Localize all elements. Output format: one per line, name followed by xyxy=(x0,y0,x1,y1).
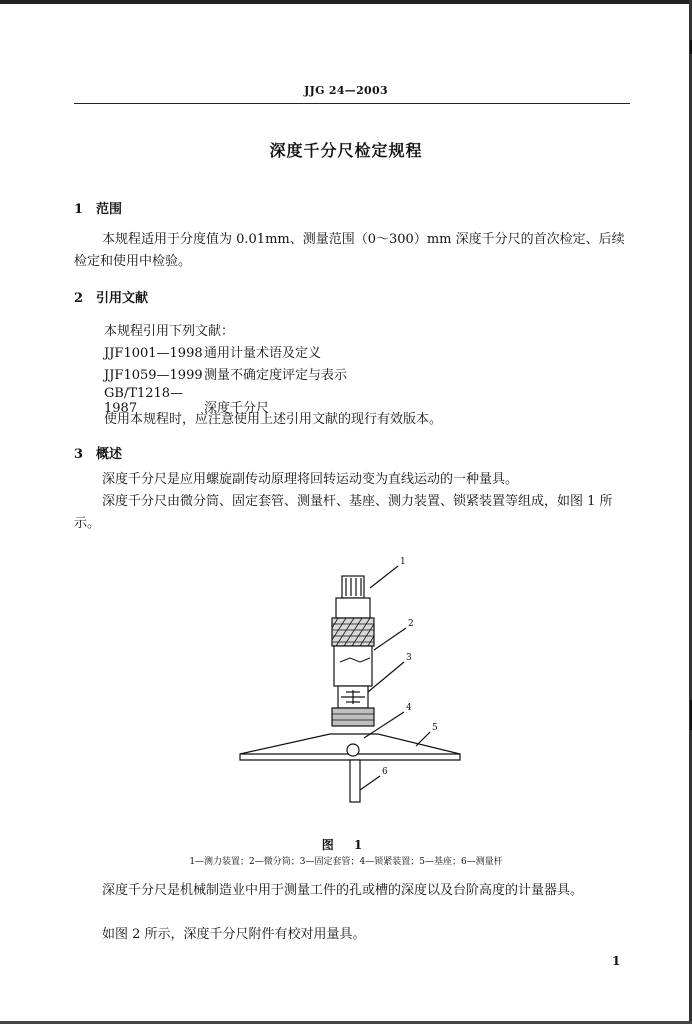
references-intro: 本规程引用下列文献： xyxy=(104,324,235,339)
reference-code: JJF1059—1999 xyxy=(104,368,203,383)
callout-label: 5 xyxy=(432,723,438,733)
figure-legend: 1—测力装置；2—微分筒；3—固定套管；4—锁紧装置；5—基座；6—测量杆 xyxy=(189,857,503,867)
section-3-paragraph-4: 如图 2 所示，深度千分尺附件有校对用量具。 xyxy=(102,927,366,942)
depth-micrometer-figure xyxy=(220,550,480,810)
callout-label: 6 xyxy=(382,767,388,777)
measuring-rod xyxy=(350,760,360,802)
figure-caption: 图 1 xyxy=(321,838,371,852)
reference-title: 测量不确定度评定与表示 xyxy=(204,368,348,383)
reference-code: JJF1001—1998 xyxy=(104,346,203,361)
references-note: 使用本规程时，应注意使用上述引用文献的现行有效版本。 xyxy=(104,412,443,427)
page-number: 1 xyxy=(612,954,621,968)
section-number: 2 xyxy=(74,291,84,306)
reference-item xyxy=(104,364,347,383)
callout-label: 3 xyxy=(406,653,412,663)
document-code-header: JJG 24—2003 xyxy=(304,84,388,97)
page-title: 深度千分尺检定规程 xyxy=(269,141,423,160)
section-title: 概述 xyxy=(96,447,123,462)
section-number: 1 xyxy=(74,202,84,217)
section-title: 引用文献 xyxy=(96,291,149,306)
section-3-heading xyxy=(74,443,122,462)
reference-code: GB/T1218—1987 xyxy=(104,386,184,416)
lock-nut xyxy=(332,708,374,726)
callout-label: 4 xyxy=(406,703,412,713)
header-rule xyxy=(74,103,630,104)
section-3-paragraph-2: 深度千分尺由微分筒、固定套管、测量杆、基座、测力装置、锁紧装置等组成，如图 1 所示。 xyxy=(74,494,613,531)
callout-label: 2 xyxy=(408,619,414,629)
section-1-heading xyxy=(74,198,122,217)
section-2-heading xyxy=(74,287,148,306)
scan-edge-top xyxy=(0,0,692,4)
section-title: 范围 xyxy=(96,202,123,217)
section-1-paragraph: 本规程适用于分度值为 0.01mm、测量范围（0～300）mm 深度千分尺的首次检定、后续检定和使用中检验。 xyxy=(74,232,625,269)
callout-label: 1 xyxy=(400,557,406,567)
reference-title: 通用计量术语及定义 xyxy=(204,346,322,361)
section-3-paragraph-1: 深度千分尺是应用螺旋副传动原理将回转运动变为直线运动的一种量具。 xyxy=(102,472,519,487)
lock-screw xyxy=(347,744,359,756)
section-number: 3 xyxy=(74,447,84,462)
reference-title: 深度千分尺 xyxy=(204,401,270,416)
reference-item xyxy=(104,342,321,361)
section-3-paragraph-3: 深度千分尺是机械制造业中用于测量工件的孔或槽的深度以及台阶高度的计量器具。 xyxy=(102,883,584,898)
